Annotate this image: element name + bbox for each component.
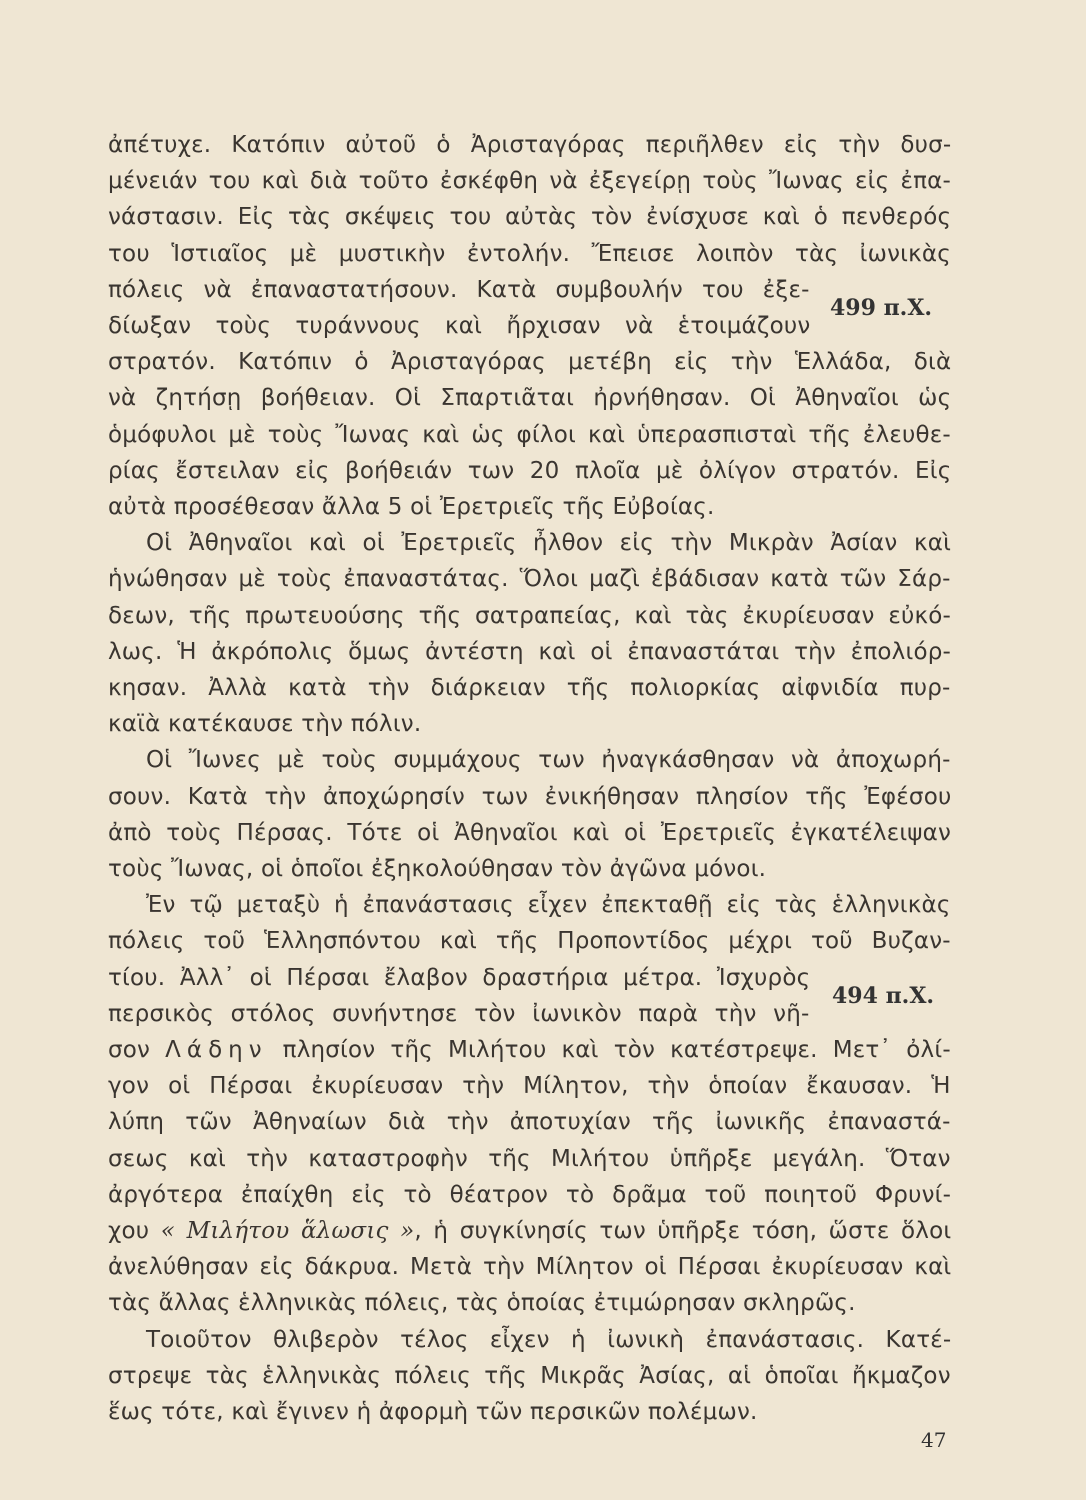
text-line: δίωξαν τοὺς τυράννους καὶ ἤρχισαν νὰ ἑτοιμάζουν: [108, 313, 811, 339]
text-line: στρεψε τὰς ἑλληνικὰς πόλεις τῆς Μικρᾶς Ἀσίας, αἱ ὁποῖαι ἤκμαζον: [108, 1362, 951, 1389]
margin-date-494: 494 π.Χ.: [832, 982, 935, 1009]
text-line: τὰς ἄλλας ἑλληνικὰς πόλεις, τὰς ὁποίας ἐτιμώρησαν σκληρῶς.: [108, 1290, 856, 1317]
text-line: ρίας ἔστειλαν εἰς βοήθειάν των 20 πλοῖα μὲ ὀλίγον στρατόν. Εἰς: [108, 457, 952, 484]
text-segment: Λάδην: [165, 1037, 268, 1063]
text-line: Ἐν τῷ μεταξὺ ἡ ἐπανάστασις εἶχεν ἐπεκταθῇ εἰς τὰς ἑλληνικὰς: [146, 892, 951, 919]
text-line: Οἱ Ἴωνες μὲ τοὺς συμμάχους των ἠναγκάσθησαν νὰ ἀποχωρή-: [146, 747, 951, 774]
text-line: σεως καὶ τὴν καταστροφὴν τῆς Μιλήτου ὑπῆρξε μεγάλη. Ὅταν: [108, 1145, 951, 1172]
text-line: πόλεις τοῦ Ἑλλησπόντου καὶ τῆς Προποντίδος μέχρι τοῦ Βυζαν-: [108, 928, 951, 955]
text-segment: « Μιλήτου ἅλωσις »: [160, 1218, 415, 1244]
text-line: ἡνώθησαν μὲ τοὺς ἐπαναστάτας. Ὅλοι μαζὶ ἐβάδισαν κατὰ τῶν Σάρ-: [108, 566, 951, 593]
text-line: του Ἱστιαῖος μὲ μυστικὴν ἐντολήν. Ἔπεισε λοιπὸν τὰς ἰωνικὰς: [108, 240, 951, 267]
text-line: τίου. Ἀλλ᾿ οἱ Πέρσαι ἔλαβον δραστήρια μέτρα. Ἰσχυρὸς: [108, 964, 811, 991]
text-line: λως. Ἡ ἀκρόπολις ὅμως ἀντέστη καὶ οἱ ἐπαναστάται τὴν ἐπολιόρ-: [108, 638, 952, 665]
text-line: ὁμόφυλοι μὲ τοὺς Ἴωνας καὶ ὡς φίλοι καὶ ὑπερασπισταὶ τῆς ἐλευθε-: [108, 421, 951, 448]
text-line: περσικὸς στόλος συνήντησε τὸν ἰωνικὸν παρὰ τὴν νῆ-: [108, 1000, 810, 1027]
page-number: 47: [921, 1428, 947, 1452]
margin-date-499: 499 π.Χ.: [830, 294, 933, 321]
text-line: Τοιοῦτον θλιβερὸν τέλος εἶχεν ἡ ἰωνικὴ ἐπανάστασις. Κατέ-: [146, 1326, 952, 1353]
text-line: δεων, τῆς πρωτευούσης τῆς σατραπείας, καὶ τὰς ἐκυρίευσαν εὐκό-: [108, 602, 952, 629]
text-segment: , ἡ συγκίνησίς των ὑπῆρξε τόση, ὥστε ὅλοι: [414, 1218, 952, 1244]
text-line: ἀπὸ τοὺς Πέρσας. Τότε οἱ Ἀθηναῖοι καὶ οἱ Ἐρετριεῖς ἐγκατέλειψαν: [108, 819, 952, 846]
text-line: ἀνελύθησαν εἰς δάκρυα. Μετὰ τὴν Μίλητον οἱ Πέρσαι ἐκυρίευσαν καὶ: [108, 1254, 952, 1281]
text-line: κησαν. Ἀλλὰ κατὰ τὴν διάρκειαν τῆς πολιορκίας αἰφνιδία πυρ-: [108, 675, 951, 701]
text-line: ἀπέτυχε. Κατόπιν αὐτοῦ ὁ Ἀρισταγόρας περιῆλθεν εἰς τὴν δυσ-: [108, 132, 952, 158]
text-line: μένειάν του καὶ διὰ τοῦτο ἐσκέφθη νὰ ἐξεγείρῃ τοὺς Ἴωνας εἰς ἐπα-: [108, 168, 952, 195]
text-line: πόλεις νὰ ἐπαναστατήσουν. Κατὰ συμβουλήν του ἐξε-: [108, 276, 810, 303]
text-line: αὐτὰ προσέθεσαν ἄλλα 5 οἱ Ἐρετριεῖς τῆς Εὐβοίας.: [108, 494, 715, 520]
text-segment: πλησίον τῆς Μιλήτου καὶ τὸν κατέστρεψε. Μετ᾿ ὀλί-: [267, 1037, 951, 1063]
text-line: νὰ ζητήσῃ βοήθειαν. Οἱ Σπαρτιᾶται ἠρνήθησαν. Οἱ Ἀθηναῖοι ὡς: [108, 385, 952, 412]
text-segment: χου: [108, 1218, 161, 1244]
text-line: Οἱ Ἀθηναῖοι καὶ οἱ Ἐρετριεῖς ἦλθον εἰς τὴν Μικρὰν Ἀσίαν καὶ: [146, 530, 952, 557]
text-line: νάστασιν. Εἰς τὰς σκέψεις του αὐτὰς τὸν ἐνίσχυσε καὶ ὁ πενθερός: [108, 204, 952, 231]
text-line: λύπη τῶν Ἀθηναίων διὰ τὴν ἀποτυχίαν τῆς ἰωνικῆς ἐπαναστά-: [108, 1109, 951, 1136]
text-line: καϊὰ κατέκαυσε τὴν πόλιν.: [108, 711, 422, 738]
text-line: στρατόν. Κατόπιν ὁ Ἀρισταγόρας μετέβη εἰς τὴν Ἑλλάδα, διὰ: [108, 349, 952, 376]
text-line: [108, 1214, 951, 1248]
text-line: ἀργότερα ἐπαίχθη εἰς τὸ θέατρον τὸ δρᾶμα τοῦ ποιητοῦ Φρυνί-: [108, 1181, 952, 1208]
text-line: [108, 1033, 951, 1067]
text-line: σουν. Κατὰ τὴν ἀποχώρησίν των ἐνικήθησαν πλησίον τῆς Ἐφέσου: [108, 783, 952, 810]
text-line: τοὺς Ἴωνας, οἱ ὁποῖοι ἐξηκολούθησαν τὸν ἀγῶνα μόνοι.: [108, 856, 767, 882]
text-line: ἕως τότε, καὶ ἔγινεν ἡ ἀφορμὴ τῶν περσικῶν πολέμων.: [108, 1399, 758, 1425]
text-line: γον οἱ Πέρσαι ἐκυρίευσαν τὴν Μίλητον, τὴν ὁποίαν ἔκαυσαν. Ἡ: [108, 1073, 951, 1100]
text-segment: σον: [108, 1037, 166, 1063]
